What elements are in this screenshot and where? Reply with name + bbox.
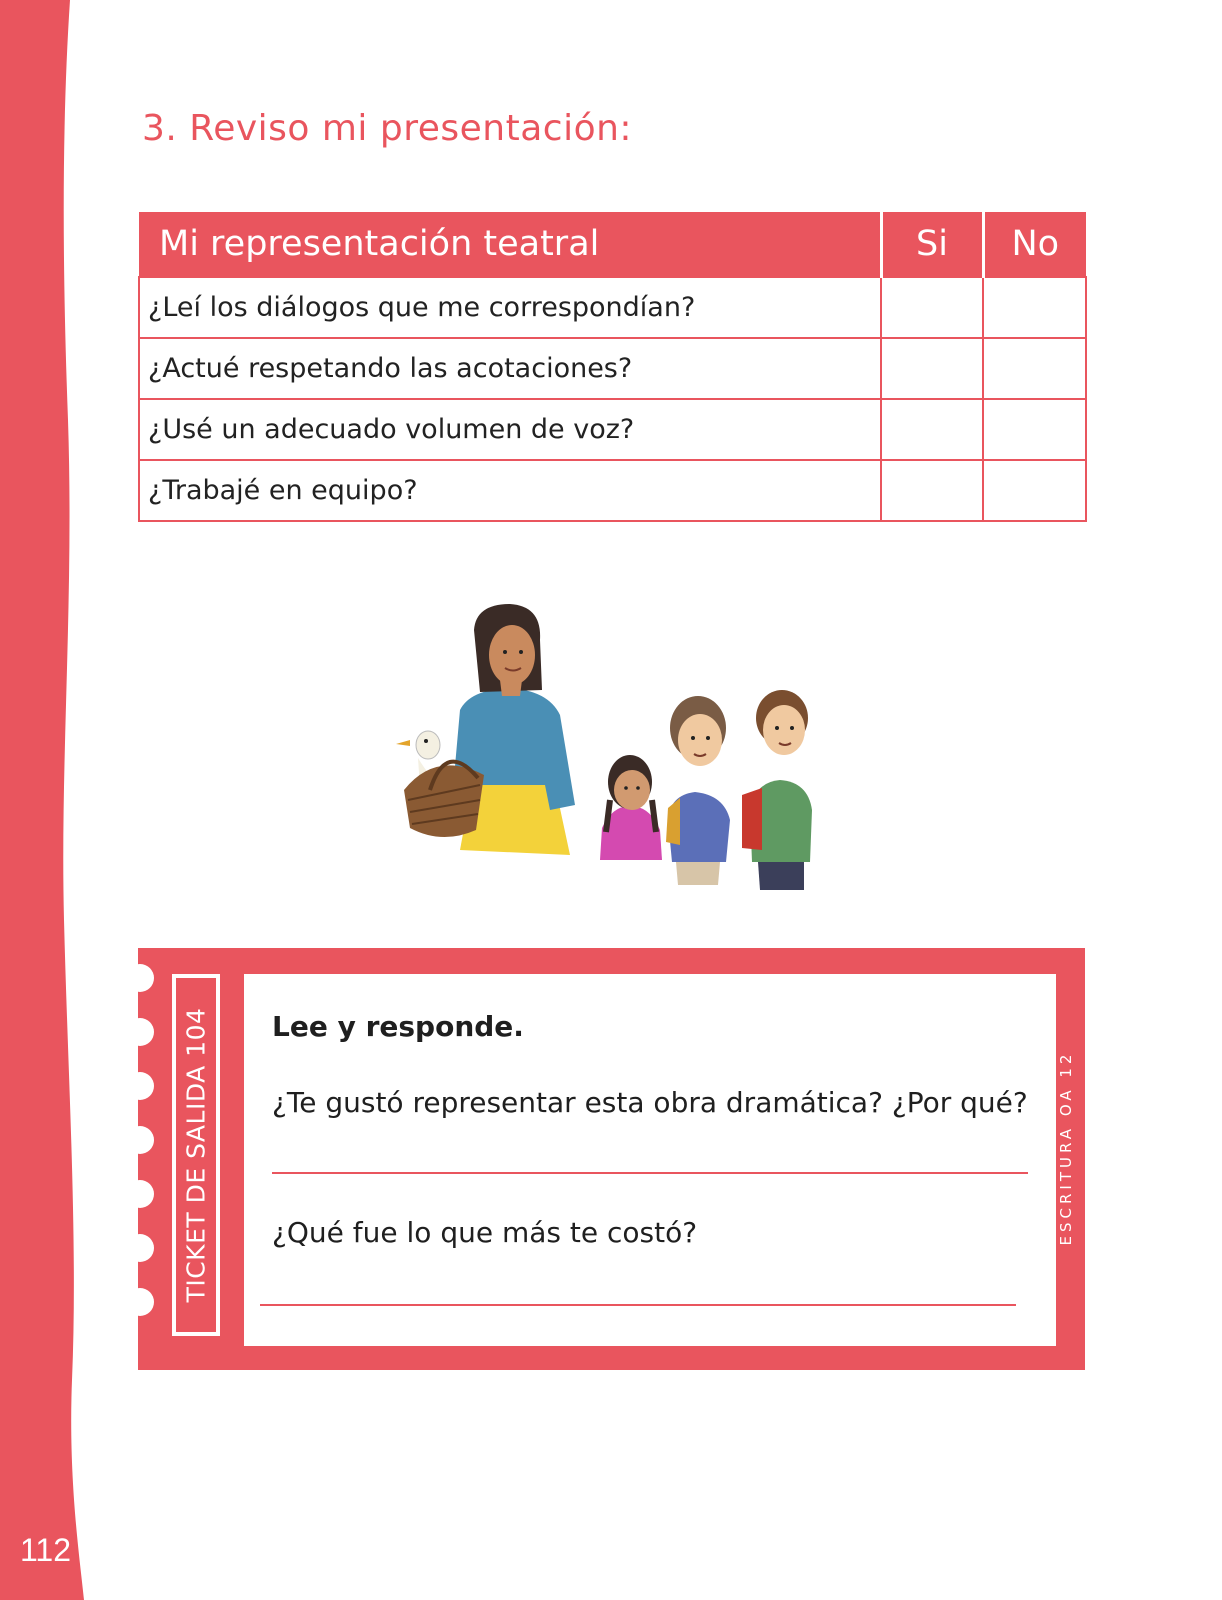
table-header-row [139,212,1086,277]
ticket-card [244,974,1056,1346]
page-number: 112 [20,1532,72,1568]
yes-checkbox-cell[interactable] [881,277,983,338]
yes-checkbox-cell[interactable] [881,338,983,399]
exit-ticket [138,948,1085,1370]
ticket-notch [126,1126,154,1154]
no-checkbox-cell[interactable] [983,460,1086,521]
row-question: ¿Trabajé en equipo? [139,460,881,521]
ticket-instruction: Lee y responde. [272,1010,524,1043]
ticket-question-2: ¿Qué fue lo que más te costó? [272,1216,698,1249]
no-checkbox-cell[interactable] [983,399,1086,460]
yes-checkbox-cell[interactable] [881,460,983,521]
column-header-item: Mi representación teatral [139,212,881,277]
table-row [139,277,1086,338]
ticket-notch [126,1288,154,1316]
ticket-notch [126,1234,154,1262]
row-question: ¿Leí los diálogos que me correspondían? [139,277,881,338]
no-checkbox-cell[interactable] [983,277,1086,338]
row-question: ¿Usé un adecuado volumen de voz? [139,399,881,460]
row-question: ¿Actué respetando las acotaciones? [139,338,881,399]
self-assessment-table [138,212,1087,522]
family-with-duck-illustration [380,600,860,900]
no-checkbox-cell[interactable] [983,338,1086,399]
ticket-notch [126,1018,154,1046]
table-row [139,460,1086,521]
column-header-no: No [983,212,1086,277]
ticket-notch [126,1180,154,1208]
column-header-yes: Si [881,212,983,277]
ticket-tab-label: TICKET DE SALIDA 104 [181,1007,211,1303]
section-title: 3. Reviso mi presentación: [142,108,633,149]
curriculum-code: ESCRITURA OA 12 [1057,1050,1075,1246]
answer-line-1[interactable] [272,1172,1028,1174]
yes-checkbox-cell[interactable] [881,399,983,460]
ticket-notch [126,964,154,992]
ticket-question-1: ¿Te gustó representar esta obra dramática? ¿Por qué? [272,1086,1028,1119]
page-side-band [0,0,100,1600]
table-row [139,399,1086,460]
table-row [139,338,1086,399]
ticket-notch [126,1072,154,1100]
ticket-tab [172,974,220,1336]
answer-line-2[interactable] [260,1304,1016,1306]
